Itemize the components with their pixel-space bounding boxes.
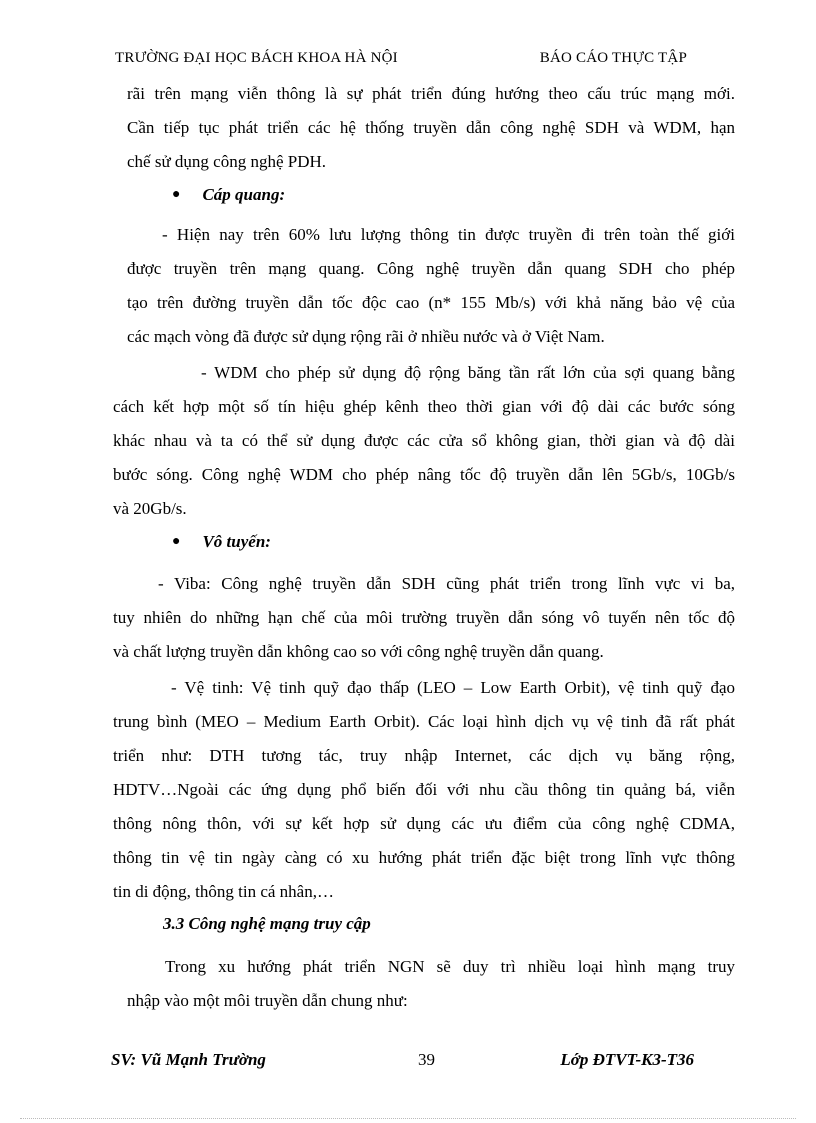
text-line: HDTV…Ngoài các ứng dụng phổ biến đối với nhu cầu thông tin quảng bá, viễn [113,780,735,799]
text-line: - WDM cho phép sử dụng độ rộng băng tần rất lớn của sợi quang bằng [201,363,735,382]
paragraph-2 [127,218,735,354]
text-line: và 20Gb/s. [113,499,187,518]
bullet-icon: ● [172,187,181,202]
text-line: thông tin vệ tin ngày càng có xu hướng phát triển đặc biệt trong lĩnh vực thông [113,848,735,867]
text-line: - Viba: Công nghệ truyền dẫn SDH cũng phát triển trong lĩnh vực vi ba, [158,574,735,593]
text-line: và chất lượng truyền dẫn không cao so với công nghệ truyền dẫn quang. [113,642,604,661]
report-title: BÁO CÁO THỰC TẬP [539,50,687,66]
page-footer [111,1050,694,1074]
text-line: tạo trên đường truyền dẫn tốc độc cao (n* 155 Mb/s) với khả năng bảo vệ của [127,293,735,312]
text-line: các mạch vòng đã được sử dụng rộng rãi ở nhiều nước và ở Việt Nam. [127,327,605,346]
text-line: tin di động, thông tin cá nhân,… [113,882,334,901]
paragraph-1 [127,77,735,179]
text-line: nhập vào một môi truyền dẫn chung như: [127,991,408,1010]
student-name: SV: Vũ Mạnh Trường [111,1050,266,1069]
text-line: triển như: DTH tương tác, truy nhập Internet, các dịch vụ băng rộng, [113,746,735,765]
paragraph-6 [127,950,735,1018]
section-heading: 3.3 Công nghệ mạng truy cập [163,914,371,933]
paragraph-4 [113,567,735,669]
university-name: TRƯỜNG ĐẠI HỌC BÁCH KHOA HÀ NỘI [115,50,398,66]
text-line: Trong xu hướng phát triển NGN sẽ duy trì nhiều loại hình mạng truy [165,957,735,976]
text-line: trung bình (MEO – Medium Earth Orbit). Các loại hình dịch vụ vệ tinh đã rất phát [113,712,735,731]
text-line: - Vệ tinh: Vệ tinh quỹ đạo thấp (LEO – Low Earth Orbit), vệ tinh quỹ đạo [171,678,735,697]
text-line: rãi trên mạng viễn thông là sự phát triển đúng hướng theo cấu trúc mạng mới. [127,84,735,103]
bullet-wireless-label: Vô tuyến: [202,532,271,551]
bullet-icon: ● [172,534,181,549]
bullet-fiber [172,185,285,205]
text-line: tuy nhiên do những hạn chế của môi trường truyền dẫn sóng vô tuyến nên tốc độ [113,608,735,627]
text-line: khác nhau và ta có thể sử dụng được các cửa sổ không gian, thời gian và độ dài [113,431,735,450]
text-line: được truyền trên mạng quang. Công nghệ truyền dẫn quang SDH cho phép [127,259,735,278]
text-line: thông nông thôn, với sự kết hợp sử dụng các ưu điểm của công nghệ CDMA, [113,814,735,833]
page-header [115,50,705,67]
class-name: Lớp ĐTVT-K3-T36 [560,1050,694,1069]
page-number: 39 [418,1050,435,1069]
paragraph-3 [113,356,735,526]
text-line: Cần tiếp tục phát triển các hệ thống truyền dẫn công nghệ SDH và WDM, hạn [127,118,735,137]
text-line: chế sử dụng công nghệ PDH. [127,152,327,171]
bullet-fiber-label: Cáp quang: [202,185,286,204]
bullet-wireless [172,532,271,552]
page-edge-divider [20,1118,796,1119]
text-line: - Hiện nay trên 60% lưu lượng thông tin được truyền đi trên toàn thế giới [162,225,735,244]
paragraph-5 [113,671,735,909]
text-line: bước sóng. Công nghệ WDM cho phép nâng tốc độ truyền dẫn lên 5Gb/s, 10Gb/s [113,465,735,484]
text-line: cách kết hợp một số tín hiệu ghép kênh theo thời gian với độ dài các bước sóng [113,397,735,416]
